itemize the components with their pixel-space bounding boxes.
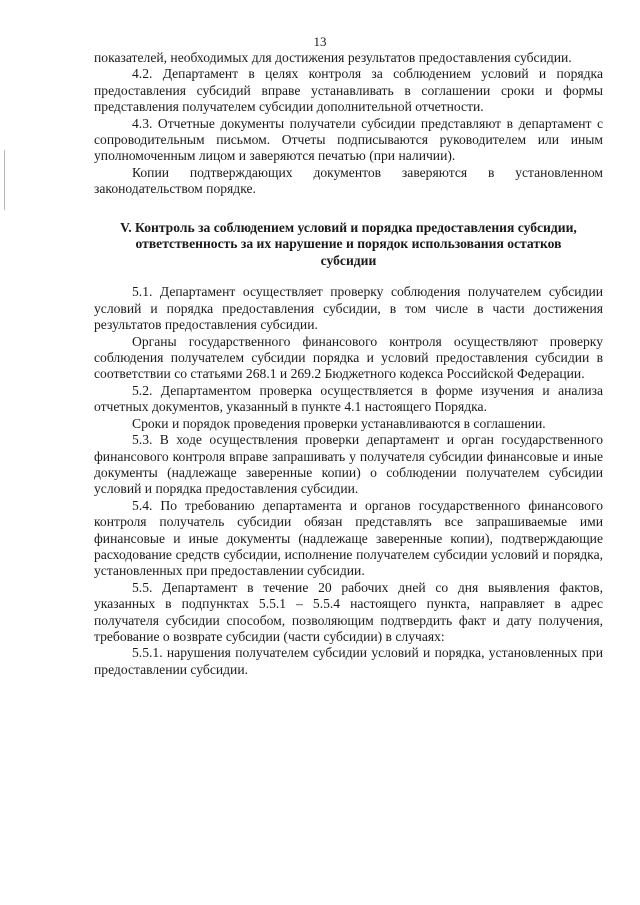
paragraph-5-3: 5.3. В ходе осуществления проверки департамент и орган государственного финансового контроля вправе запрашивать у получателя субсидии финансовые и иные документы (надлежаще заверенные копии) о соблюдении получателем субсидии условий и порядка предоставления субсидии. — [94, 432, 603, 497]
scan-margin-mark — [4, 150, 5, 210]
paragraph-state-control: Органы государственного финансового контроля осуществляют проверку соблюдения получателем субсидии порядка и условий предоставления субсидии в соответствии со статьями 268.1 и 269.2 Бюджетного кодекса Российской Федерации. — [94, 333, 603, 382]
paragraph-5-2: 5.2. Департаментом проверка осуществляется в форме изучения и анализа отчетных документов, указанный в пункте 4.1 настоящего Порядка. — [94, 382, 603, 415]
paragraph-4-3: 4.3. Отчетные документы получатели субсидии представляют в департамент с сопроводительным письмом. Отчеты подписываются руководителем или иным уполномоченным лицом и заверяются печатью (при наличии). — [94, 115, 603, 164]
paragraph-5-5: 5.5. Департамент в течение 20 рабочих дней со дня выявления фактов, указанных в подпунктах 5.5.1 – 5.5.4 настоящего пункта, направляет в адрес получателя субсидии способом, позволяющим подтвердить факт и дату получения, требование о возврате субсидии (части субсидии) в случаях: — [94, 579, 603, 644]
paragraph-5-1: 5.1. Департамент осуществляет проверку соблюдения получателем субсидии условий и порядка предоставления субсидии, в том числе в части достижения результатов предоставления субсидии. — [94, 284, 603, 333]
section-heading — [94, 220, 603, 270]
page-number: 13 — [313, 34, 327, 49]
section-heading-line-3: субсидии — [320, 252, 377, 268]
paragraph-terms: Сроки и порядок проведения проверки устанавливаются в соглашении. — [132, 415, 546, 431]
paragraph-5-4: 5.4. По требованию департамента и органов государственного финансового контроля получатель субсидии обязан представлять все запрашиваемые ими финансовые и иные документы (надлежаще заверенные копии), подтверждающие расходование средств субсидии, исполнение получателем субсидии условий и порядка, установленных при предоставлении субсидии. — [94, 497, 603, 579]
paragraph-continuation: показателей, необходимых для достижения результатов предоставления субсидии. — [94, 50, 572, 65]
section-heading-line-1: V. Контроль за соблюдением условий и порядка предоставления субсидии, — [120, 219, 577, 235]
paragraph-5-5-1: 5.5.1. нарушения получателем субсидии условий и порядка, установленных при предоставлении субсидии. — [94, 645, 603, 677]
paragraph-copies: Копии подтверждающих документов заверяются в установленном законодательством порядке. — [94, 164, 603, 197]
paragraph-4-2: 4.2. Департамент в целях контроля за соблюдением условий и порядка предоставления субсидий вправе устанавливать в соглашении сроки и формы представления получателем субсидии дополнительной отчетности. — [94, 66, 603, 115]
section-heading-line-2: ответственность за их нарушение и порядок использования остатков — [135, 236, 562, 252]
document-body — [94, 50, 603, 678]
